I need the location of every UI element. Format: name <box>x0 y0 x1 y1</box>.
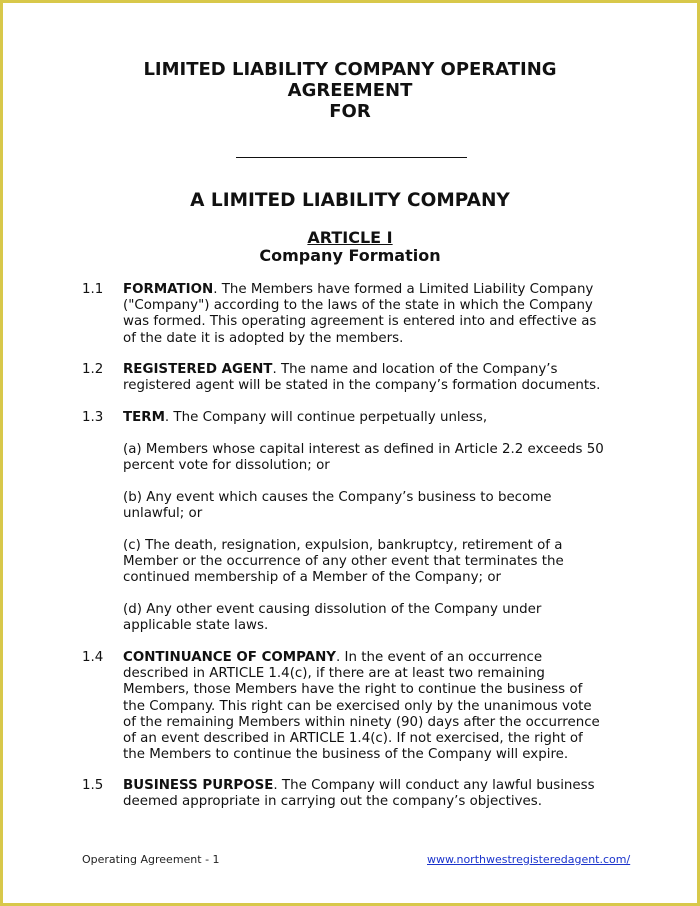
article-number: ARTICLE I <box>307 228 393 247</box>
section-text: the Company. This right can be exercised only by the unanimous vote <box>123 698 592 714</box>
section-text: of an event described in ARTICLE 1.4(c). If not exercised, the right of <box>123 731 583 747</box>
clause-text: (d) Any other event causing dissolution of the Company under <box>123 602 542 617</box>
clause-text: continued membership of a Member of the Company; or <box>123 570 502 586</box>
section-text: . In the event of an occurrence <box>336 650 543 665</box>
section-text: Members, those Members have the right to continue the business of <box>123 682 583 698</box>
section-text: the Members to continue the business of the Company will expire. <box>123 747 569 763</box>
clause-text: Member or the occurrence of any other event that terminates the <box>123 554 564 570</box>
clause-text: (a) Members whose capital interest as defined in Article 2.2 exceeds 50 <box>123 442 604 457</box>
section-text: . The name and location of the Company’s <box>272 362 558 377</box>
signature-blank-line <box>236 157 467 158</box>
section-text: . The Company will conduct any lawful business <box>273 778 595 793</box>
section-text: registered agent will be stated in the company’s formation documents. <box>123 378 601 394</box>
section-number: 1.2 <box>82 362 104 377</box>
section-text: deemed appropriate in carrying out the company’s objectives. <box>123 794 542 810</box>
title-line-3: FOR <box>329 101 371 122</box>
title-line-1: LIMITED LIABILITY COMPANY OPERATING <box>143 59 557 80</box>
section-text: of the remaining Members within ninety (90) days after the occurrence <box>123 714 600 730</box>
section-number: 1.5 <box>82 778 104 793</box>
clause-text: (b) Any event which causes the Company’s business to become <box>123 490 552 505</box>
section-number: 1.1 <box>82 282 104 297</box>
article-name: Company Formation <box>259 246 441 265</box>
document-subtitle: A LIMITED LIABILITY COMPANY <box>190 190 510 211</box>
clause-text: unlawful; or <box>123 506 203 522</box>
footer-page-label: Operating Agreement - 1 <box>82 853 220 866</box>
section-text: ("Company") according to the laws of the state in which the Company <box>123 298 593 314</box>
section-heading: FORMATION <box>123 282 214 297</box>
title-line-2: AGREEMENT <box>287 80 413 101</box>
section-text: described in ARTICLE 1.4(c), if there are at least two remaining <box>123 666 545 682</box>
section-text: . The Company will continue perpetually unless, <box>164 410 488 425</box>
section-heading: REGISTERED AGENT <box>123 362 273 377</box>
document-title <box>3 59 697 122</box>
footer-website-link[interactable]: www.northwestregisteredagent.com/ <box>427 853 631 866</box>
clause-text: applicable state laws. <box>123 618 269 634</box>
section-heading: TERM <box>123 410 165 425</box>
section-text: . The Members have formed a Limited Liability Company <box>213 282 594 297</box>
section-heading: CONTINUANCE OF COMPANY <box>123 650 336 665</box>
section-number: 1.3 <box>82 410 104 425</box>
section-number: 1.4 <box>82 650 104 665</box>
section-heading: BUSINESS PURPOSE <box>123 778 274 793</box>
clause-text: (c) The death, resignation, expulsion, bankruptcy, retirement of a <box>123 538 563 553</box>
section-text: of the date it is adopted by the members. <box>123 330 404 346</box>
section-text: was formed. This operating agreement is entered into and effective as <box>123 314 597 330</box>
clause-text: percent vote for dissolution; or <box>123 458 330 474</box>
